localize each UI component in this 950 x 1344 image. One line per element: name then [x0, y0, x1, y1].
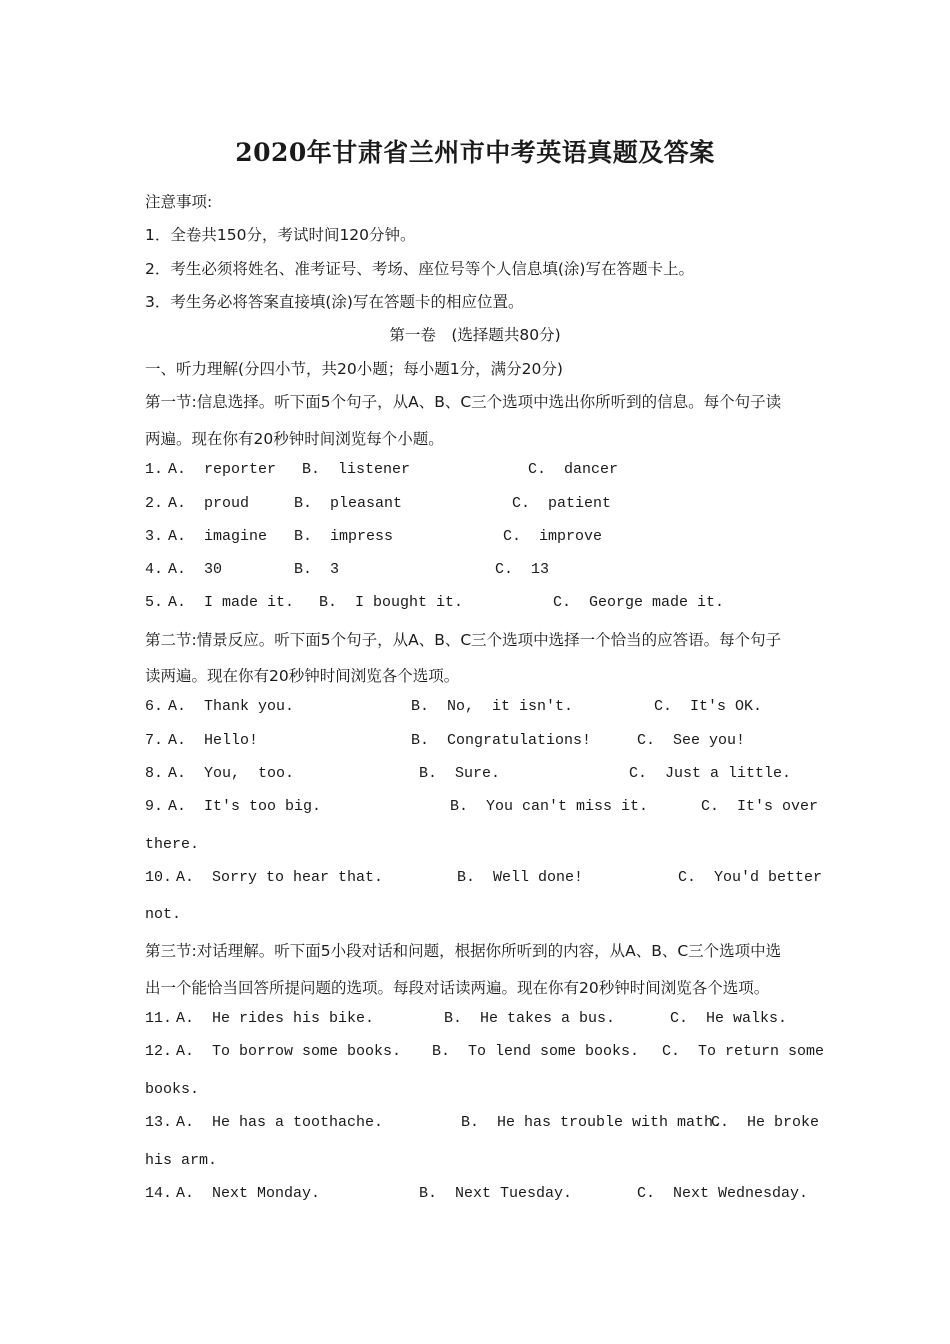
- option-c: C. George made it.: [553, 594, 725, 611]
- option-c: C. He walks.: [670, 1010, 788, 1027]
- option-c: C. You'd better: [678, 869, 823, 886]
- option-a: A. To borrow some books.: [176, 1043, 402, 1060]
- question-number: 8.: [145, 765, 164, 782]
- option-b: B. He has trouble with math.: [461, 1114, 723, 1131]
- option-b: B. Next Tuesday.: [419, 1185, 573, 1202]
- option-b: B. listener: [302, 461, 411, 478]
- notice-heading: 注意事项:: [145, 193, 213, 211]
- question-number: 4.: [145, 561, 164, 578]
- option-b: B. I bought it.: [319, 594, 464, 611]
- notice-item: 2．考生必须将姓名、准考证号、考场、座位号等个人信息填(涂)写在答题卡上。: [145, 260, 694, 278]
- section-intro: 读两遍。现在你有20秒钟时间浏览各个选项。: [145, 667, 460, 685]
- question-number: 14.: [145, 1185, 173, 1202]
- notice-item: 3．考生务必将答案直接填(涂)写在答题卡的相应位置。: [145, 293, 524, 311]
- option-c: C. It's over: [701, 798, 819, 815]
- option-b: B. Congratulations!: [411, 732, 592, 749]
- option-b: B. You can't miss it.: [450, 798, 649, 815]
- option-c: C. patient: [512, 495, 612, 512]
- option-c: C. See you!: [637, 732, 746, 749]
- option-a: A. 30: [168, 561, 223, 578]
- option-c-continued: his arm.: [145, 1152, 218, 1169]
- option-c: C. improve: [503, 528, 603, 545]
- option-c-continued: books.: [145, 1081, 200, 1098]
- option-a: A. He has a toothache.: [176, 1114, 384, 1131]
- document-title: 2020年甘肃省兰州市中考英语真题及答案: [235, 138, 715, 167]
- section-intro: 第二节:情景反应。听下面5个句子，从A、B、C三个选项中选择一个恰当的应答语。每个句子: [145, 631, 782, 649]
- option-b: B. impress: [294, 528, 394, 545]
- question-number: 1.: [145, 461, 164, 478]
- question-number: 10.: [145, 869, 173, 886]
- question-number: 2.: [145, 495, 164, 512]
- option-b: B. 3: [294, 561, 340, 578]
- option-c: C. Next Wednesday.: [637, 1185, 809, 1202]
- option-a: A. Next Monday.: [176, 1185, 321, 1202]
- question-number: 9.: [145, 798, 164, 815]
- option-a: A. proud: [168, 495, 250, 512]
- option-b: B. Sure.: [419, 765, 501, 782]
- option-b: B. He takes a bus.: [444, 1010, 616, 1027]
- option-c-continued: there.: [145, 836, 200, 853]
- question-number: 5.: [145, 594, 164, 611]
- option-b: B. No, it isn't.: [411, 698, 574, 715]
- question-number: 7.: [145, 732, 164, 749]
- option-a: A. It's too big.: [168, 798, 322, 815]
- question-number: 12.: [145, 1043, 173, 1060]
- option-a: A. You, too.: [168, 765, 295, 782]
- option-c: C. Just a little.: [629, 765, 792, 782]
- option-c: C. It's OK.: [654, 698, 763, 715]
- option-c-continued: not.: [145, 906, 182, 923]
- option-a: A. Thank you.: [168, 698, 295, 715]
- option-a: A. reporter: [168, 461, 277, 478]
- option-a: A. He rides his bike.: [176, 1010, 375, 1027]
- option-a: A. Hello!: [168, 732, 259, 749]
- option-c: C. dancer: [528, 461, 619, 478]
- option-a: A. I made it.: [168, 594, 295, 611]
- question-number: 6.: [145, 698, 164, 715]
- question-number: 3.: [145, 528, 164, 545]
- option-b: B. pleasant: [294, 495, 403, 512]
- section-intro: 出一个能恰当回答所提问题的选项。每段对话读两遍。现在你有20秒钟时间浏览各个选项。: [145, 979, 770, 997]
- option-a: A. imagine: [168, 528, 268, 545]
- option-c: C. He broke: [711, 1114, 820, 1131]
- section-intro: 第一节:信息选择。听下面5个句子，从A、B、C三个选项中选出你所听到的信息。每个句子读: [145, 393, 782, 411]
- section-intro: 两遍。现在你有20秒钟时间浏览每个小题。: [145, 430, 444, 448]
- volume-title: 第一卷 (选择题共80分): [389, 326, 561, 344]
- option-b: B. To lend some books.: [432, 1043, 640, 1060]
- question-number: 13.: [145, 1114, 173, 1131]
- section-intro: 第三节:对话理解。听下面5小段对话和问题，根据你所听到的内容，从A、B、C三个选项中选: [145, 942, 782, 960]
- question-number: 11.: [145, 1010, 173, 1027]
- option-b: B. Well done!: [457, 869, 584, 886]
- part-title: 一、听力理解(分四小节，共20小题；每小题1分，满分20分): [145, 360, 563, 378]
- option-a: A. Sorry to hear that.: [176, 869, 384, 886]
- option-c: C. To return some: [662, 1043, 825, 1060]
- notice-item: 1．全卷共150分，考试时间120分钟。: [145, 226, 416, 244]
- option-c: C. 13: [495, 561, 550, 578]
